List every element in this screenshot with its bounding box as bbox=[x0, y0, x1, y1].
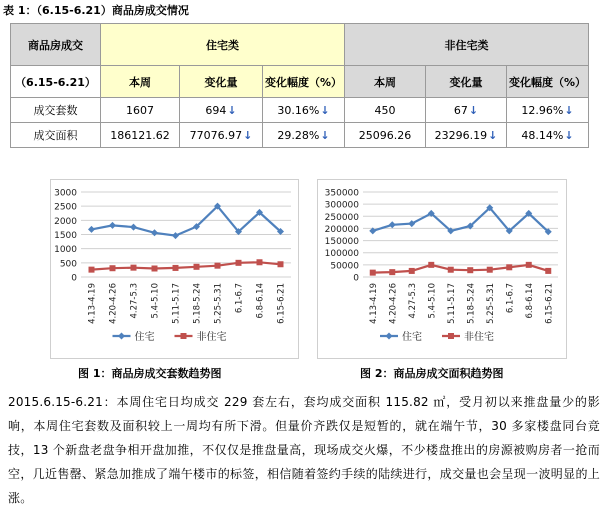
data-point bbox=[526, 262, 532, 268]
summary-paragraph: 2015.6.15-6.21：本周住宅日均成交 229 套左右，套均成交面积 115.82 ㎡，受月初以来推盘量少的影响，本周住宅套数及面积较上一周均有所下滑。但量价齐跌仅是短暂的，就在端午节，30 多家楼盘同台竞技，13 个新盘老盘争相开盘加推，不仅仅是推盘量高，现场成交火爆，不少楼盘推出的房源被购房者一抢而空，几近售罄、紧急加推成了端午楼市的标签，相信随着签约手续的陆续进行，成交量也会呈现一波明显的上涨。 bbox=[8, 395, 600, 505]
data-point bbox=[173, 265, 179, 271]
subheader-res-change: 变化量 bbox=[180, 66, 263, 98]
y-tick-label: 200000 bbox=[324, 224, 359, 235]
subheader-non-change-pct: 变化幅度（%） bbox=[507, 66, 589, 98]
y-tick-label: 300000 bbox=[324, 200, 359, 211]
y-tick-label: 0 bbox=[353, 273, 359, 284]
subheader-res-change-pct: 变化幅度（%） bbox=[263, 66, 345, 98]
non-change-value: 67 bbox=[453, 103, 468, 117]
res-week-value: 1607 bbox=[101, 98, 180, 123]
data-point bbox=[428, 262, 434, 268]
legend-marker bbox=[118, 333, 125, 340]
y-tick-label: 1500 bbox=[54, 231, 77, 241]
down-arrow-icon: ↓ bbox=[564, 128, 574, 142]
res-change-cell bbox=[180, 98, 263, 123]
non-week-value: 450 bbox=[345, 98, 426, 123]
data-point bbox=[130, 224, 137, 231]
non-pct-value: 48.14% bbox=[521, 128, 564, 142]
non-change-value: 23296.19 bbox=[434, 128, 488, 142]
x-tick-label: 5.4-5.10 bbox=[150, 283, 161, 319]
down-arrow-icon: ↓ bbox=[564, 103, 574, 117]
x-tick-label: 6.15-6.21 bbox=[544, 283, 555, 324]
res-pct-cell bbox=[263, 98, 345, 123]
series-line-1 bbox=[92, 206, 281, 235]
x-tick-label: 4.20-4.26 bbox=[108, 283, 119, 324]
x-tick-label: 4.20-4.26 bbox=[388, 283, 399, 324]
data-point bbox=[487, 267, 493, 273]
non-pct-cell bbox=[507, 98, 589, 123]
res-pct-value: 30.16% bbox=[277, 103, 320, 117]
down-arrow-icon: ↓ bbox=[320, 103, 330, 117]
subheader-non-this-week: 本周 bbox=[345, 66, 426, 98]
down-arrow-icon: ↓ bbox=[468, 103, 479, 117]
y-tick-label: 250000 bbox=[324, 212, 359, 223]
y-tick-label: 50000 bbox=[330, 261, 359, 272]
data-point bbox=[448, 267, 454, 273]
data-point bbox=[257, 259, 263, 265]
y-tick-label: 2500 bbox=[54, 202, 77, 213]
non-pct-value: 12.96% bbox=[521, 103, 564, 117]
res-change-cell bbox=[180, 123, 263, 148]
y-tick-label: 3000 bbox=[54, 188, 77, 199]
series-line-2 bbox=[92, 262, 281, 269]
legend-label: 非住宅 bbox=[196, 332, 227, 343]
data-point bbox=[409, 268, 415, 274]
header-category: 商品房成交 bbox=[11, 24, 101, 66]
y-tick-label: 1000 bbox=[54, 245, 77, 256]
down-arrow-icon: ↓ bbox=[243, 128, 253, 142]
chart-2-svg bbox=[318, 180, 566, 358]
down-arrow-icon: ↓ bbox=[320, 128, 330, 142]
data-point bbox=[506, 264, 512, 270]
legend-label: 非住宅 bbox=[464, 332, 494, 343]
x-tick-label: 4.27-5.3 bbox=[407, 283, 418, 319]
row-label: 成交套数 bbox=[11, 98, 101, 123]
subheader-non-change: 变化量 bbox=[426, 66, 507, 98]
x-tick-label: 5.4-5.10 bbox=[427, 283, 438, 319]
series-line-2 bbox=[373, 265, 549, 273]
x-tick-label: 4.13-4.19 bbox=[87, 283, 98, 324]
res-pct-value: 29.28% bbox=[277, 128, 320, 142]
table-row bbox=[11, 98, 589, 123]
data-point bbox=[152, 266, 158, 272]
y-tick-label: 150000 bbox=[324, 237, 359, 248]
data-point bbox=[467, 267, 473, 273]
x-tick-label: 6.1-6.7 bbox=[234, 283, 245, 314]
x-tick-label: 5.11-5.17 bbox=[446, 283, 457, 324]
chart-2-frame bbox=[317, 179, 567, 359]
table-row bbox=[11, 123, 589, 148]
data-point bbox=[278, 261, 284, 267]
x-tick-label: 5.25-5.31 bbox=[213, 283, 224, 324]
y-tick-label: 2000 bbox=[54, 216, 77, 227]
data-point bbox=[89, 267, 95, 273]
res-change-value: 77076.97 bbox=[189, 128, 243, 142]
y-tick-label: 100000 bbox=[324, 249, 359, 260]
non-change-cell bbox=[426, 123, 507, 148]
header-residential: 住宅类 bbox=[101, 24, 345, 66]
x-tick-label: 6.1-6.7 bbox=[505, 283, 516, 314]
data-point bbox=[215, 263, 221, 269]
non-change-cell bbox=[426, 98, 507, 123]
data-point bbox=[389, 269, 395, 275]
legend-marker bbox=[448, 333, 454, 339]
x-tick-label: 5.25-5.31 bbox=[485, 283, 496, 324]
x-tick-label: 6.15-6.21 bbox=[276, 283, 287, 324]
data-point bbox=[370, 270, 376, 276]
header-non-residential: 非住宅类 bbox=[345, 24, 589, 66]
subheader-res-this-week: 本周 bbox=[101, 66, 180, 98]
data-point bbox=[172, 232, 179, 239]
data-point bbox=[131, 265, 137, 271]
x-tick-label: 5.11-5.17 bbox=[171, 283, 182, 324]
x-tick-label: 5.18-5.24 bbox=[466, 283, 477, 324]
res-change-value: 694 bbox=[205, 103, 227, 117]
down-arrow-icon: ↓ bbox=[227, 103, 237, 117]
x-tick-label: 4.27-5.3 bbox=[129, 283, 140, 319]
legend-marker bbox=[386, 333, 393, 340]
data-point bbox=[545, 268, 551, 274]
non-pct-cell bbox=[507, 123, 589, 148]
legend-marker bbox=[181, 333, 187, 339]
legend-label: 住宅 bbox=[134, 332, 155, 343]
non-week-value: 25096.26 bbox=[345, 123, 426, 148]
chart-1-svg bbox=[51, 180, 298, 358]
y-tick-label: 500 bbox=[59, 259, 77, 270]
data-point bbox=[194, 264, 200, 270]
chart-2-title: 图 2：商品房成交面积趋势图 bbox=[360, 367, 504, 380]
data-point bbox=[236, 260, 242, 266]
res-pct-cell bbox=[263, 123, 345, 148]
table-caption: 表 1：（6.15-6.21）商品房成交情况 bbox=[3, 4, 189, 17]
x-tick-label: 5.18-5.24 bbox=[192, 283, 203, 324]
data-point bbox=[110, 265, 116, 271]
down-arrow-icon: ↓ bbox=[488, 128, 498, 142]
x-tick-label: 6.8-6.14 bbox=[524, 283, 535, 319]
data-point bbox=[389, 221, 396, 228]
legend-label: 住宅 bbox=[402, 332, 422, 343]
chart-1-frame bbox=[50, 179, 299, 359]
stats-table bbox=[10, 23, 589, 148]
res-week-value: 186121.62 bbox=[101, 123, 180, 148]
y-tick-label: 0 bbox=[71, 273, 77, 284]
x-tick-label: 6.8-6.14 bbox=[255, 283, 266, 319]
subheader-period: （6.15-6.21） bbox=[11, 66, 101, 98]
data-point bbox=[109, 222, 116, 229]
chart-1-title: 图 1：商品房成交套数趋势图 bbox=[78, 367, 222, 380]
y-tick-label: 350000 bbox=[324, 188, 359, 199]
row-label: 成交面积 bbox=[11, 123, 101, 148]
data-point bbox=[88, 226, 95, 233]
x-tick-label: 4.13-4.19 bbox=[368, 283, 379, 324]
data-point bbox=[151, 229, 158, 236]
